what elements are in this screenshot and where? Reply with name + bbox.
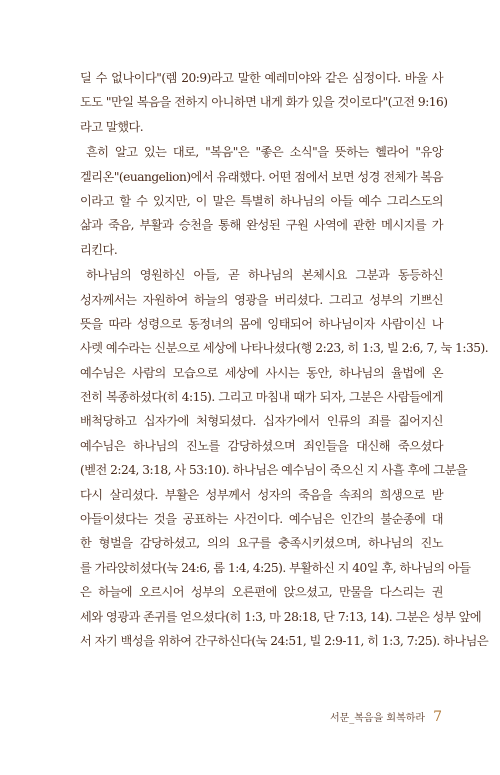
- body-line-2: 도도 "만일 복음을 전하지 아니하면 내게 화가 있을 것이로다"(고전 9:16): [80, 95, 448, 110]
- running-title: 서문_복음을 회복하라: [329, 713, 426, 724]
- body-line-19: 아들이셨다는 것을 공표하는 사건이다. 예수님은 인간의 불순종에 대: [80, 512, 443, 527]
- page-footer: [330, 709, 442, 725]
- body-line-9: 하나님의 영원하신 아들, 곧 하나님의 본체시요 그분과 동등하신: [86, 268, 443, 283]
- page-number: 7: [433, 709, 442, 725]
- body-line-14: 전히 복종하셨다(히 4:15). 그리고 마침내 때가 되자, 그분은 사람들에게: [80, 390, 443, 405]
- body-text: [80, 66, 489, 653]
- body-line-15: 배척당하고 십자가에 처형되셨다. 십자가에서 인류의 죄를 짊어지신: [80, 414, 443, 429]
- body-line-18: 다시 살리셨다. 부활은 성부께서 성자의 죽음을 속죄의 희생으로 받: [80, 487, 443, 502]
- body-line-20: 한 형벌을 감당하셨고, 의의 요구를 충족시키셨으며, 하나님의 진노: [80, 536, 443, 551]
- body-line-4: 흔히 알고 있는 대로, "복음"은 "좋은 소식"을 뜻하는 헬라어 "유앙: [86, 145, 443, 160]
- body-line-21: 를 가라앉히셨다(눅 24:6, 롬 1:4, 4:25). 부활하신 지 40일 후, 하나님의 아들: [80, 560, 471, 575]
- body-line-17: (벧전 2:24, 3:18, 사 53:10). 하나님은 예수님이 죽으신 지 사흘 후에 그분을: [80, 463, 468, 478]
- body-line-10: 성자께서는 자원하여 하늘의 영광을 버리셨다. 그리고 성부의 기쁘신: [80, 292, 443, 307]
- body-line-7: 삶과 죽음, 부활과 승천을 통해 완성된 구원 사역에 관한 메시지를 가: [80, 218, 443, 233]
- body-line-8: 리킨다.: [80, 242, 118, 257]
- body-line-13: 예수님은 사람의 모습으로 세상에 사시는 동안, 하나님의 율법에 온: [80, 365, 443, 380]
- body-line-23: 세와 영광과 존귀를 얻으셨다(히 1:3, 마 28:18, 단 7:13, 14). 그분은 성부 앞에: [80, 609, 482, 624]
- body-line-6: 이라고 할 수 있지만, 이 말은 특별히 하나님의 아들 예수 그리스도의: [80, 193, 443, 208]
- body-line-16: 예수님은 하나님의 진노를 감당하셨으며 죄인들을 대신해 죽으셨다: [80, 438, 443, 453]
- body-line-5: 겔리온"(euangelion)에서 유래했다. 어떤 점에서 보면 성경 전체가 복음: [80, 169, 444, 184]
- body-line-22: 은 하늘에 오르시어 성부의 오른편에 앉으셨고, 만물을 다스리는 권: [80, 585, 443, 600]
- body-line-1: 딜 수 없나이다"(렘 20:9)라고 말한 예레미야와 같은 심정이다. 바울 사: [80, 71, 443, 85]
- body-line-11: 뜻을 따라 성령으로 동정녀의 몸에 잉태되어 하나님이자 사람이신 나: [80, 316, 443, 331]
- body-line-12: 사렛 예수라는 신분으로 세상에 나타나셨다(행 2:23, 히 1:3, 빌 2:6, 7, 눅 1:35).: [80, 341, 489, 356]
- body-line-3: 라고 말했다.: [80, 119, 144, 134]
- body-line-24: 서 자기 백성을 위하여 간구하신다(눅 24:51, 빌 2:9-11, 히 1:3, 7:25). 하나님은: [80, 633, 489, 648]
